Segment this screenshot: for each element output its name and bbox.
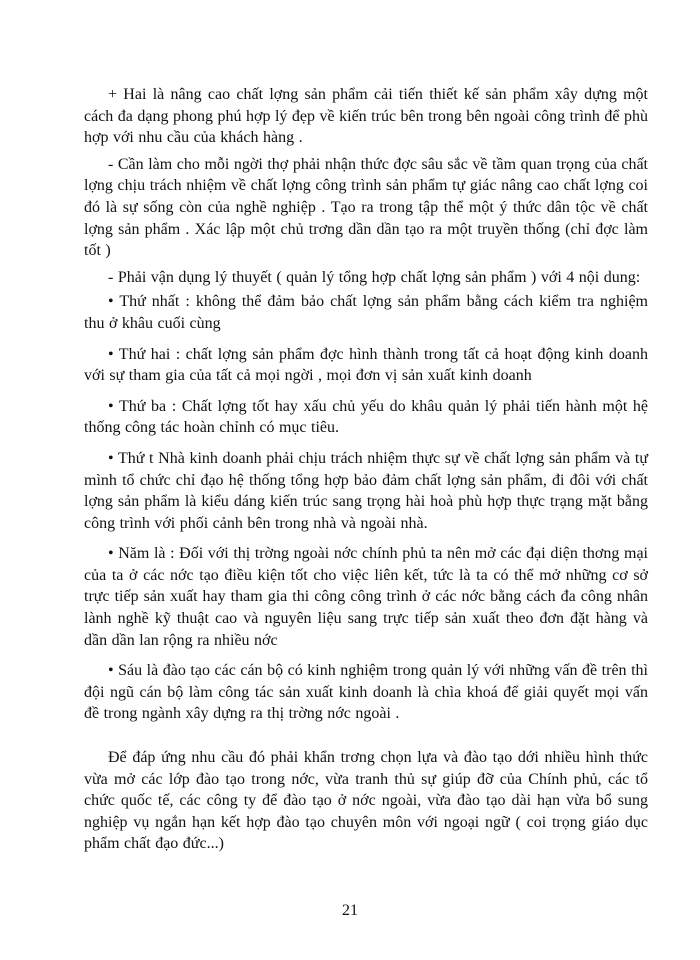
paragraph-apply-theory: - Phải vận dụng lý thuyết ( quản lý tổng hợp chất lợng sản phẩm ) với 4 nội dung: [108,268,641,286]
bullet-fifth: • Năm là : Đối với thị trờng ngoài nớc chính phủ ta nên mở các đại diện thơng mại của ta ở các nớc tạo điều kiện tốt cho việc liên kết, tức là ta có thể mở những cơ sở trực tiếp sản xuất hay tham gia thi công công trình ở các nớc bằng cách đa công nhân lành nghề kỹ thuật cao và nguyên liệu sang trực tiếp sản xuất theo đơn đặt hàng và dần dần lan rộng ra nhiều nớc [84,545,648,649]
bullet-sixth: • Sáu là đào tạo các cán bộ có kinh nghiệm trong quản lý với những vấn đề trên thì đội ngũ cán bộ làm công tác sản xuất kinh doanh là chìa khoá để giải quyết mọi vấn đề trong ngành xây dựng ra thị trờng nớc ngoài . [84,662,648,723]
page-number: 21 [342,902,358,919]
bullet-fourth: • Thứ t Nhà kinh doanh phải chịu trách nhiệm thực sự về chất lợng sản phẩm và tự mình tổ chức chỉ đạo hệ thống tổng hợp bảo đảm chất lợng sản phẩm, đi đôi với chất lợng sản phẩm là kiểu dáng kiến trúc sang trọng hài hoà phù hợp thực trạng mặt bằng công trình với phối cảnh bên trong nhà và ngoài nhà. [84,449,648,532]
paragraph-quality-improvement: + Hai là nâng cao chất lợng sản phẩm cải tiến thiết kế sản phẩm xây dựng một cách đa dạng phong phú hợp lý đẹp về kiến trúc bên trong bên ngoài công trình để phù hợp với nhu cầu của khách hàng . [84,86,648,147]
bullet-second: • Thứ hai : chất lợng sản phẩm đợc hình thành trong tất cả hoạt động kinh doanh với sự tham gia của tất cả mọi ngời , mọi đơn vị sản xuất kinh doanh [84,345,648,385]
bullet-third: • Thứ ba : Chất lợng tốt hay xấu chủ yếu do khâu quản lý phải tiến hành một hệ thống công tác hoàn chỉnh có mục tiêu. [84,397,648,437]
paragraph-training: Để đáp ứng nhu cầu đó phải khẩn trơng chọn lựa và đào tạo dới nhiều hình thức vừa mở các lớp đào tạo trong nớc, vừa tranh thủ sự giúp đỡ của Chính phủ, các tổ chức quốc tế, các công ty để đào tạo ở nớc ngoài, vừa đào tạo dài hạn vừa bổ sung nghiệp vụ ngắn hạn kết hợp đào tạo chuyên môn với ngoại ngữ ( coi trọng giáo dục phẩm chất đạo đức...) [84,749,648,853]
bullet-first: • Thứ nhất : không thể đảm bảo chất lợng sản phẩm bằng cách kiểm tra nghiệm thu ở khâu cuối cùng [84,293,648,332]
paragraph-worker-awareness: - Cần làm cho mỗi ngời thợ phải nhận thức đợc sâu sắc về tầm quan trọng của chất lợng chịu trách nhiệm về chất lợng công trình sản phẩm tự giác nâng cao chất lợng coi đó là sự sống còn của nghề nghiệp . Tạo ra trong tập thể một ý thức dân tộc về chất lợng sản phẩm . Xác lập một chủ trơng dần dần tạo ra một truyền thống (chỉ đợc làm tốt ) [84,155,648,260]
